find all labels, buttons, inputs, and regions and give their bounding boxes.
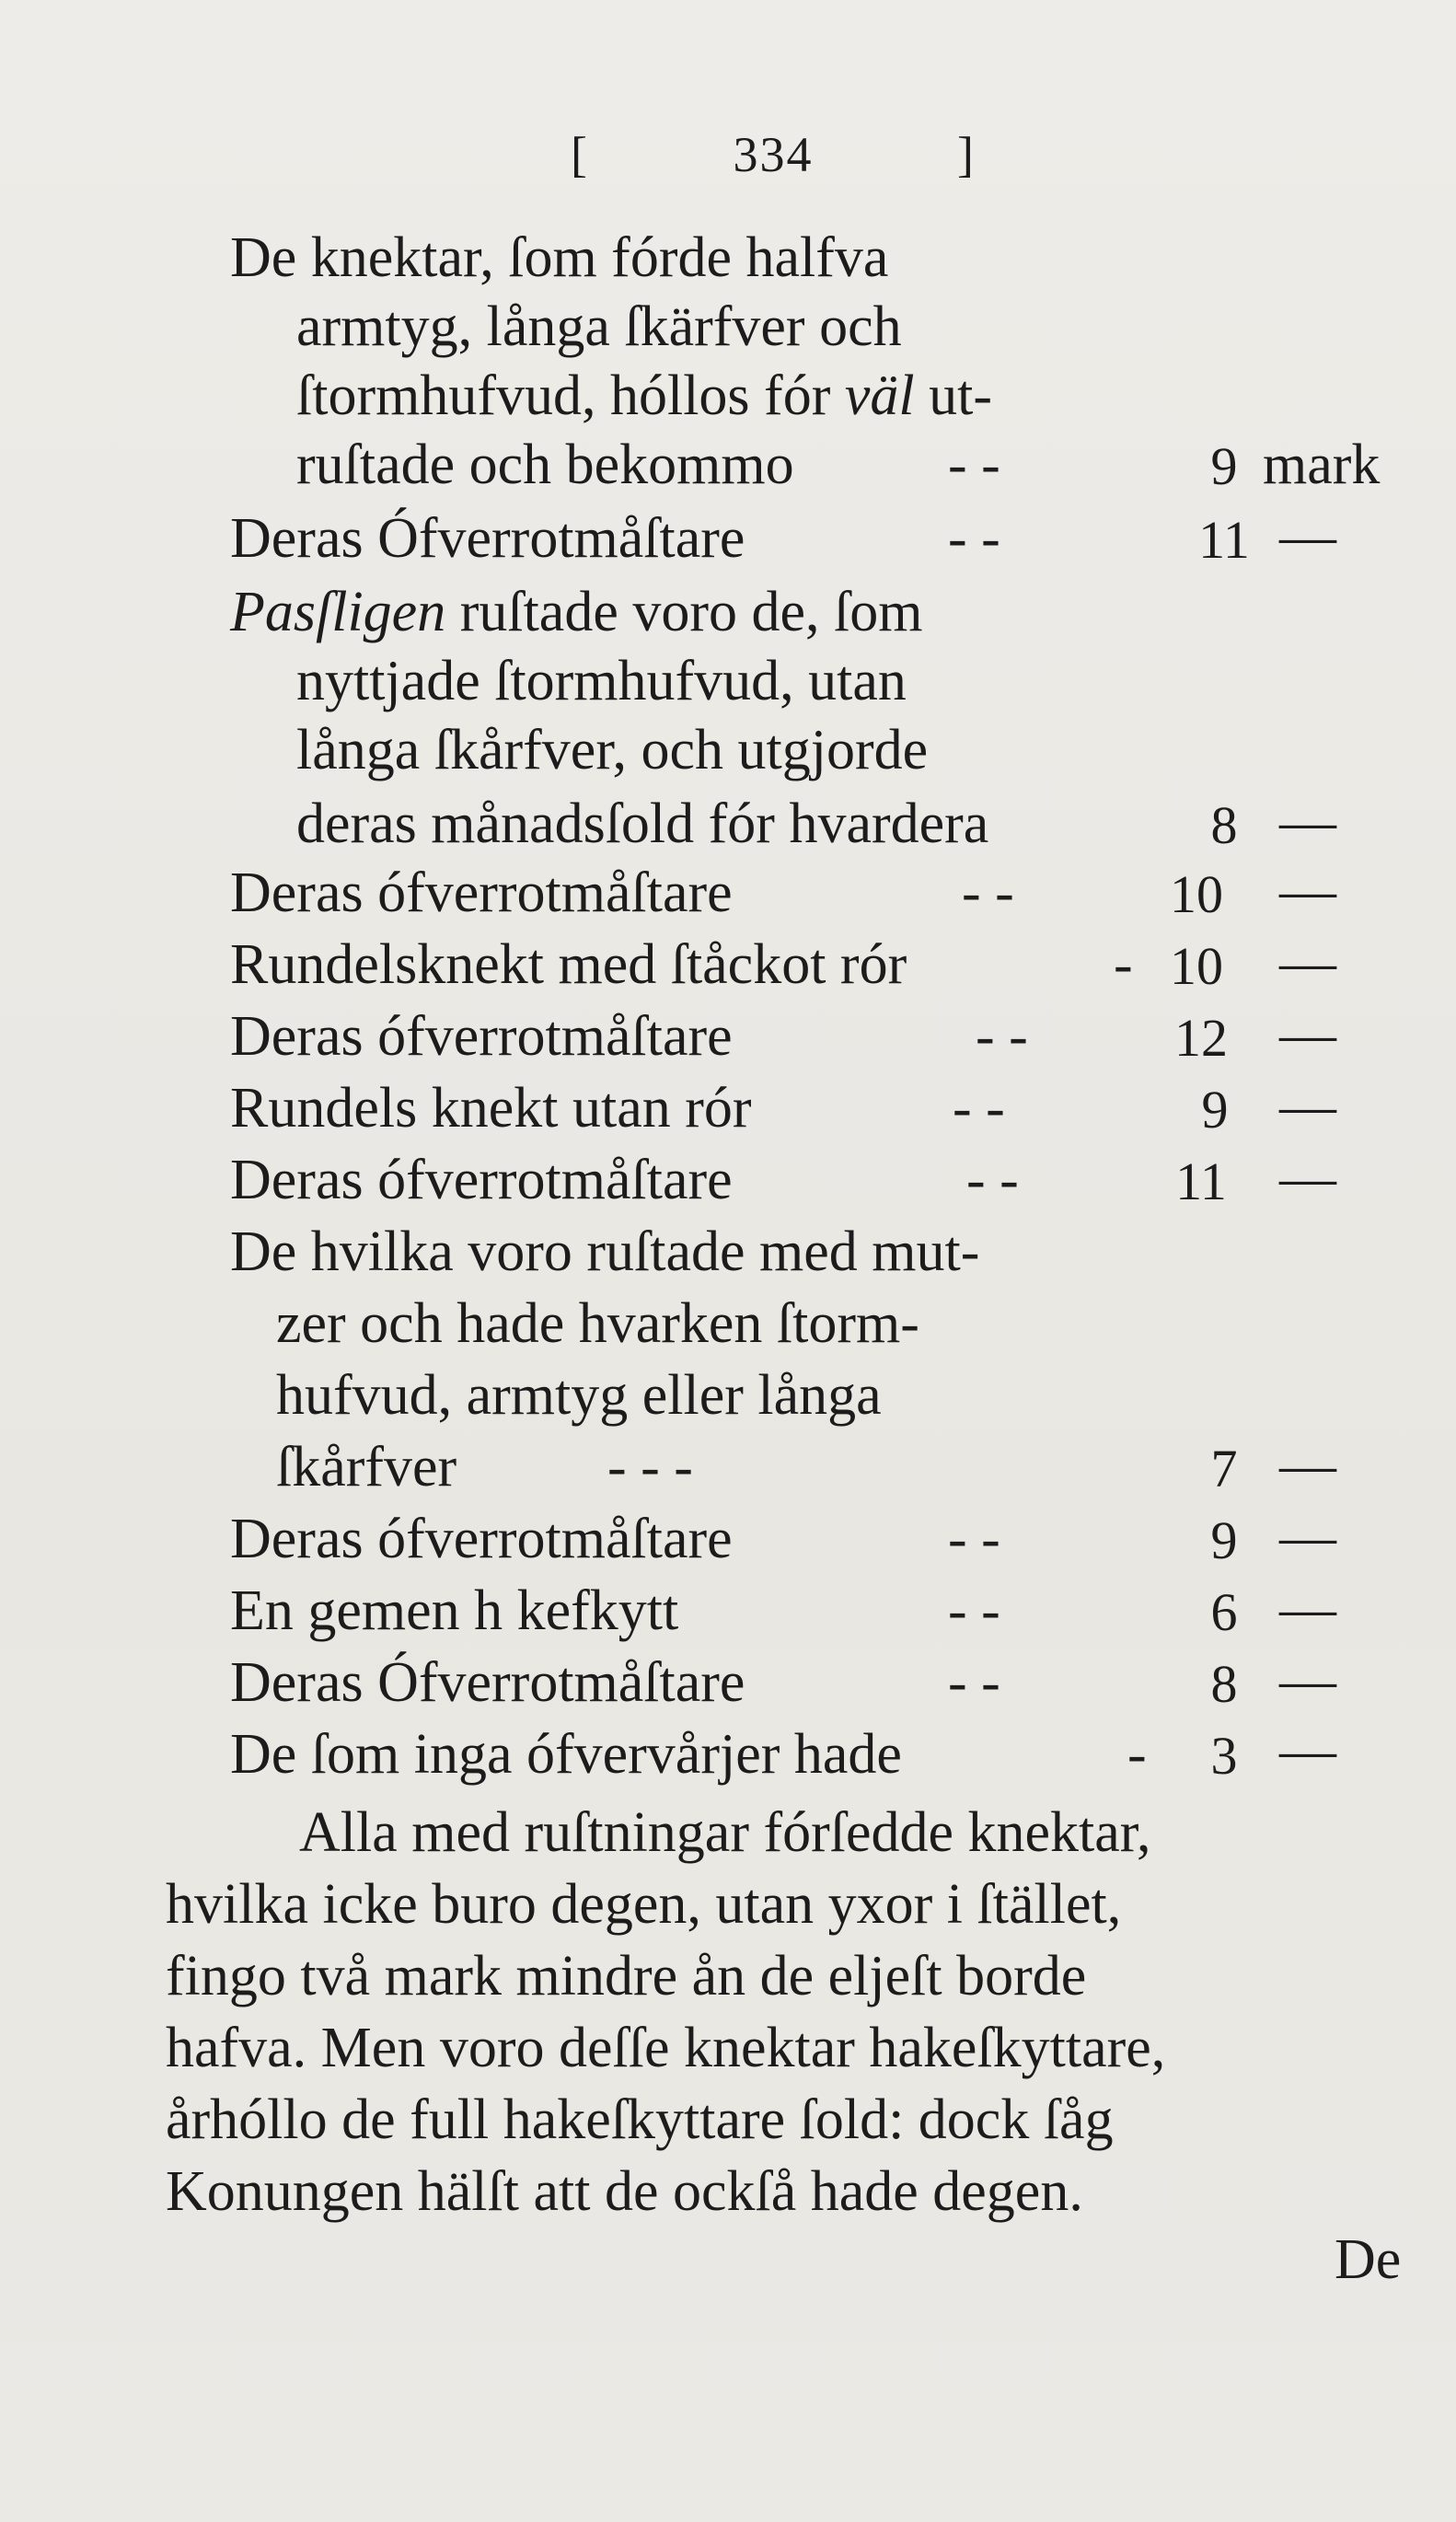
leader-dashes: - - [953,1077,1005,1140]
entry-line: deras månadsſold fór hvardera [296,792,989,855]
unit-label: — [1279,1649,1336,1712]
leader-dashes: - - [948,434,1000,496]
unit-label: — [1279,1147,1336,1209]
value-cell: 9 [1210,1510,1238,1570]
entry-line: Deras Ófverrotmåſtare [230,1651,745,1714]
entry-line: Deras ófverrotmåſtare [230,1149,733,1211]
unit-label: — [1279,931,1336,994]
value-cell: 11 [1175,1151,1227,1211]
value-cell: 6 [1210,1582,1238,1642]
leader-dashes: - - [948,1651,1000,1714]
unit-label: — [1279,860,1336,922]
paragraph-line: hafva. Men voro deſſe knektar hakeſkyttare, [166,2017,1166,2079]
entry-line: Deras Ófverrotmåſtare [230,507,745,570]
value-cell: 9 [1210,436,1238,496]
bracket-close: ] [957,127,976,182]
entry-line: Rundels knekt utan rór [230,1077,752,1140]
unit-label: — [1279,1578,1336,1640]
leader-dashes: - - [962,862,1014,924]
entry-line: Pasſligen ruſtade voro de, ſom [230,581,923,643]
unit-label: mark [1263,434,1381,496]
entry-line: hufvud, armtyg eller långa [276,1364,882,1427]
leader-dashes: - - [948,1508,1000,1570]
entry-line: nyttjade ſtormhufvud, utan [296,650,907,712]
paragraph-line: århóllo de full hakeſkyttare ſold: dock ſåg [166,2088,1114,2151]
entry-line: armtyg, långa ſkärfver och [296,295,902,358]
entry-line: ruſtade och bekommo [296,434,794,496]
entry-line: Deras ófverrotmåſtare [230,862,733,924]
leader-dashes: - [1127,1723,1147,1786]
paragraph-line: hvilka icke buro degen, utan yxor i ſtället, [166,1873,1122,1936]
entry-line: Deras ófverrotmåſtare [230,1005,733,1068]
entry-line: En gemen h kefkytt [230,1579,679,1642]
paragraph-line: Konungen hälſt att de ockſå hade degen. [166,2160,1083,2223]
value-cell: 8 [1210,795,1238,855]
entry-line: långa ſkårfver, och utgjorde [296,719,929,781]
value-cell: 3 [1210,1726,1238,1786]
bracket-open: [ [571,127,589,182]
value-cell: 9 [1201,1080,1229,1140]
entry-line: Rundelsknekt med ſtåckot rór [230,933,907,996]
leader-dashes: - - [948,1579,1000,1642]
unit-label: — [1279,1719,1336,1782]
value-cell: 10 [1170,864,1223,924]
entry-line: ſtormhufvud, hóllos fór väl ut- [296,364,992,427]
unit-label: — [1279,1434,1336,1497]
page-number: 334 [733,127,814,182]
leader-dashes: - - [966,1149,1019,1211]
unit-label: — [1279,1506,1336,1568]
entry-line: ſkårfver [276,1436,457,1498]
entry-line: zer och hade hvarken ſtorm- [276,1292,919,1355]
entry-line: De hvilka voro ruſtade med mut- [230,1221,980,1283]
unit-label: — [1279,791,1336,853]
leader-dashes: - [1114,933,1133,996]
paragraph-line: fingo två mark mindre ån de eljeſt borde [166,1945,1087,2007]
leader-dashes: - - [976,1005,1028,1068]
value-cell: 8 [1210,1654,1238,1714]
entry-line: De ſom inga ófvervårjer hade [230,1723,902,1786]
value-cell: 11 [1198,510,1250,570]
unit-label: — [1279,1003,1336,1066]
leader-dashes: - - - [607,1436,693,1498]
leader-dashes: - - [948,507,1000,570]
value-cell: 7 [1210,1439,1238,1498]
page-header [571,118,976,191]
unit-label: — [1279,1075,1336,1138]
value-cell: 10 [1170,936,1223,996]
unit-label: — [1279,505,1336,568]
entry-line: Deras ófverrotmåſtare [230,1508,733,1570]
paragraph-line: Alla med ruſtningar fórſedde knektar, [299,1801,1151,1864]
catchword: De [1335,2228,1402,2291]
entry-line: De knektar, ſom fórde halfva [230,226,889,289]
value-cell: 12 [1174,1008,1228,1068]
